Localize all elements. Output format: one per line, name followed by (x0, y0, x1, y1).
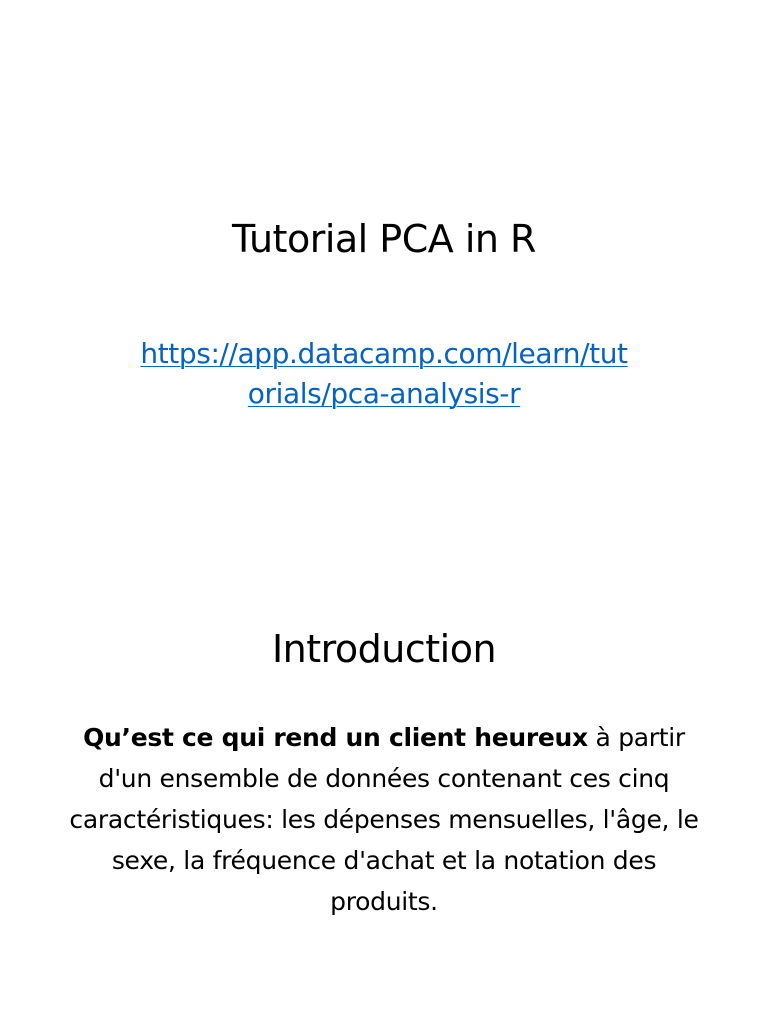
slide-introduction (0, 512, 768, 1024)
tutorial-link[interactable] (140, 337, 627, 410)
slide-title: Tutorial PCA in R (232, 217, 536, 261)
slide-title: Introduction (271, 627, 497, 671)
tutorial-link-block (100, 334, 668, 414)
tutorial-link-line-2: orials/pca-analysis-r (247, 377, 521, 410)
intro-paragraph (60, 717, 708, 922)
intro-bold-lead: Qu’est ce qui rend un client heureux (83, 723, 588, 752)
tutorial-link-line-1: https://app.datacamp.com/learn/tut (140, 337, 628, 370)
intro-text: à partir d'un ensemble de données contenant ces cinq caractéristiques: les dépenses mensuelles, l'âge, le sexe, la fréquence d'achat et la notation des produits. (69, 723, 699, 916)
